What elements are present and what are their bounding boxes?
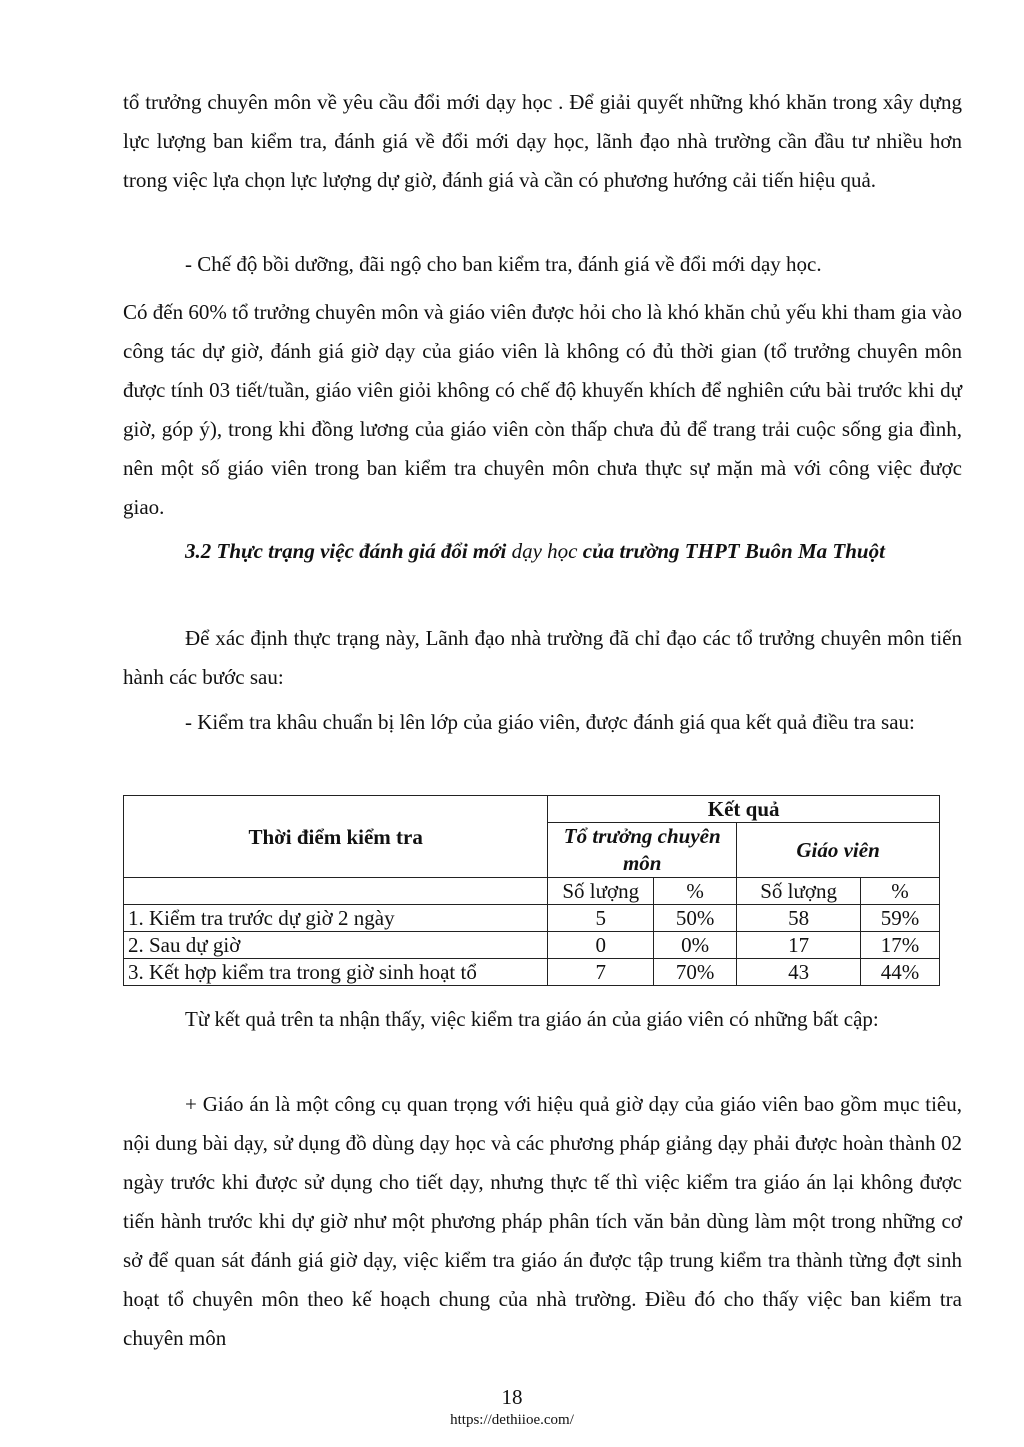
paragraph-steps-intro: Để xác định thực trạng này, Lãnh đạo nhà trường đã chỉ đạo các tổ trưởng chuyên môn tiến hành các bước sau: <box>123 626 962 689</box>
paragraph-lesson-plan: + Giáo án là một công cụ quan trọng với hiệu quả giờ dạy của giáo viên bao gồm mục tiêu, nội dung bài dạy, sử dụng đồ dùng dạy học và các phương pháp giảng dạy phải được hoàn thành 02 ngày trước khi được sử dụng cho tiết dạy, nhưng thực tế thì việc kiểm tra giáo án lại không được tiến hành trước khi dự giờ như một phương pháp phân tích văn bản dùng làm một trong những cơ sở để quan sát đánh giá giờ dạy, việc kiểm tra giáo án được tập trung kiểm tra thành từng đợt sinh hoạt tổ chuyên môn theo kế hoạch chung của nhà trường. Điều đó cho thấy việc ban kiểm tra chuyên môn <box>123 1092 962 1350</box>
row-head-count: 5 <box>548 905 654 932</box>
results-table <box>123 795 940 986</box>
row-head-pct: 70% <box>654 959 737 986</box>
table-row <box>124 905 940 932</box>
row-teacher-count: 43 <box>737 959 861 986</box>
paragraph-check-preparation: - Kiểm tra khâu chuẩn bị lên lớp của giáo viên, được đánh giá qua kết quả điều tra sau: <box>185 710 915 734</box>
row-teacher-pct: 59% <box>861 905 940 932</box>
subheader-head-pct: % <box>654 878 737 905</box>
row-head-count: 0 <box>548 932 654 959</box>
row-label: 1. Kiểm tra trước dự giờ 2 ngày <box>124 905 548 932</box>
table-header-row-1 <box>124 796 940 823</box>
header-teacher: Giáo viên <box>737 823 940 878</box>
table-row <box>124 932 940 959</box>
paragraph-1: tổ trưởng chuyên môn về yêu cầu đổi mới dạy học . Để giải quyết những khó khăn trong xây dựng lực lượng ban kiểm tra, đánh giá về đổi mới dạy học, lãnh đạo nhà trường cần đầu tư nhiều hơn trong việc lựa chọn lực lượng dự giờ, đánh giá và cần có phương hướng cải tiến hiệu quả. <box>123 90 962 192</box>
row-head-pct: 0% <box>654 932 737 959</box>
paragraph-findings: Từ kết quả trên ta nhận thấy, việc kiểm tra giáo án của giáo viên có những bất cập: <box>185 1007 879 1031</box>
subheader-head-count: Số lượng <box>548 878 654 905</box>
row-label: 2. Sau dự giờ <box>124 932 548 959</box>
paragraph-bullet-allowance: - Chế độ bồi dưỡng, đãi ngộ cho ban kiểm tra, đánh giá về đổi mới dạy học. <box>185 252 822 276</box>
table-row <box>124 959 940 986</box>
row-teacher-pct: 17% <box>861 932 940 959</box>
footer-url: https://dethiioe.com/ <box>450 1412 574 1428</box>
heading-part-1: 3.2 Thực trạng việc đánh giá đổi mới <box>185 539 512 563</box>
heading-part-3: của trường THPT Buôn Ma Thuột <box>577 539 885 563</box>
page-number: 18 <box>501 1385 523 1409</box>
row-head-count: 7 <box>548 959 654 986</box>
section-heading-3-2 <box>123 532 962 571</box>
header-result: Kết quả <box>548 796 940 823</box>
paragraph-survey-60-percent: Có đến 60% tổ trưởng chuyên môn và giáo viên được hỏi cho là khó khăn chủ yếu khi tham gia vào công tác dự giờ, đánh giá giờ dạy của giáo viên là không có đủ thời gian (tổ trưởng chuyên môn được tính 03 tiết/tuần, giáo viên giỏi không có chế độ khuyến khích để nghiên cứu bài trước khi dự giờ, góp ý), trong khi đồng lương của giáo viên còn thấp chưa đủ để trang trải cuộc sống gia đình, nên một số giáo viên trong ban kiểm tra chuyên môn chưa thực sự mặn mà với công việc được giao. <box>123 300 962 519</box>
row-head-pct: 50% <box>654 905 737 932</box>
header-time-of-check: Thời điểm kiểm tra <box>124 796 548 878</box>
subheader-blank <box>124 878 548 905</box>
row-teacher-pct: 44% <box>861 959 940 986</box>
row-teacher-count: 17 <box>737 932 861 959</box>
header-dept-head: Tổ trưởng chuyên môn <box>548 823 737 878</box>
row-teacher-count: 58 <box>737 905 861 932</box>
row-label: 3. Kết hợp kiểm tra trong giờ sinh hoạt tổ <box>124 959 548 986</box>
subheader-teacher-count: Số lượng <box>737 878 861 905</box>
subheader-teacher-pct: % <box>861 878 940 905</box>
heading-part-2: dạy học <box>511 539 578 563</box>
table-subheader-row <box>124 878 940 905</box>
